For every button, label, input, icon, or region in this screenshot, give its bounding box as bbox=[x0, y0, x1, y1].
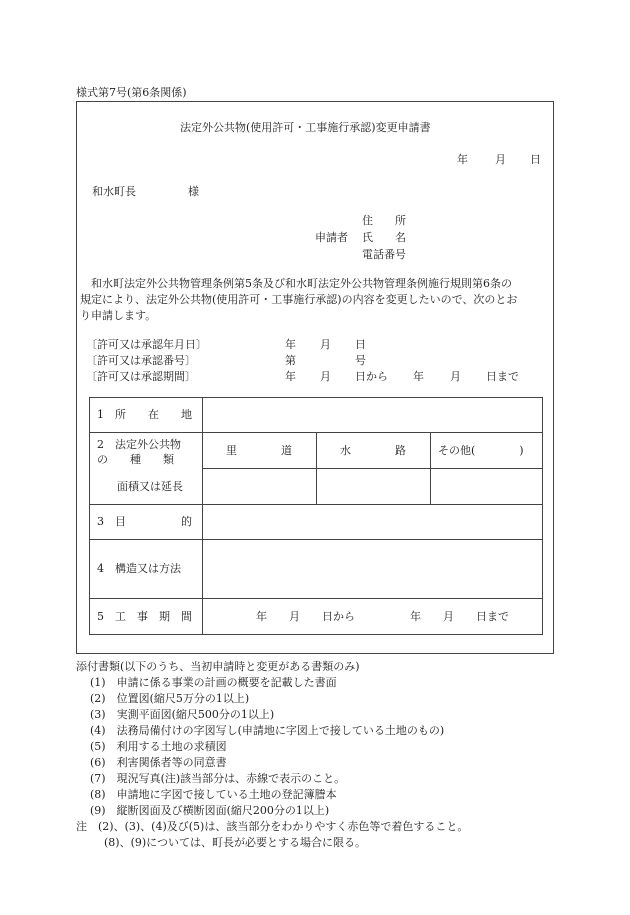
note-line-1: 注 (2)、(3)、(4)及び(5)は、該当部分をわかりやすく赤色等で着色すること。 bbox=[76, 820, 469, 833]
body-text-line-3: り申請します。 bbox=[80, 309, 157, 322]
permit-number-label: 〔許可又は承認番号〕 bbox=[86, 354, 196, 367]
location-label: 1 所 在 地 bbox=[97, 408, 192, 421]
addressee-name: 和水町長 bbox=[92, 185, 136, 198]
type-label-line-2: の 種 類 bbox=[97, 453, 174, 466]
permit-number-prefix: 第 bbox=[285, 354, 296, 367]
table-divider bbox=[90, 504, 542, 505]
date-month: 月 bbox=[495, 153, 506, 166]
attachment-item: (6) 利害関係者等の同意書 bbox=[90, 756, 227, 769]
work-period-label: 5 工 事 期 間 bbox=[97, 610, 192, 623]
permit-period-year2: 年 bbox=[413, 370, 424, 383]
attachment-item: (3) 実測平面図(縮尺500分の1以上) bbox=[90, 708, 275, 721]
type-water: 水 路 bbox=[340, 444, 406, 457]
type-other: その他( ) bbox=[438, 444, 524, 457]
permit-date-label: 〔許可又は承認年月日〕 bbox=[86, 338, 207, 351]
applicant-label: 申請者 bbox=[315, 231, 348, 244]
area-label: 面積又は延長 bbox=[117, 480, 183, 493]
applicant-address-label: 住 所 bbox=[362, 214, 406, 227]
attachment-item: (4) 法務局備付けの字図写し(申請地に字図上で接している土地のもの) bbox=[90, 724, 445, 737]
applicant-phone-label: 電話番号 bbox=[362, 248, 406, 261]
type-road: 里 道 bbox=[226, 444, 292, 457]
table-divider bbox=[316, 432, 317, 504]
attachment-item: (7) 現況写真(注)該当部分は、赤線で表示のこと。 bbox=[90, 772, 346, 785]
permit-date-day: 日 bbox=[355, 338, 366, 351]
permit-period-day1: 日から bbox=[355, 370, 388, 383]
structure-label: 4 構造又は方法 bbox=[97, 562, 181, 575]
type-label-line-1: 2 法定外公共物 bbox=[97, 438, 181, 451]
permit-period-month1: 月 bbox=[320, 370, 331, 383]
date-year: 年 bbox=[457, 153, 468, 166]
permit-period-month2: 月 bbox=[450, 370, 461, 383]
table-divider bbox=[90, 598, 542, 599]
table-divider bbox=[202, 468, 542, 469]
work-period-value: 年 月 日から 年 月 日まで bbox=[256, 610, 509, 623]
attachment-item: (8) 申請地に字図で接している土地の登記簿謄本 bbox=[90, 788, 337, 801]
purpose-label: 3 目 的 bbox=[97, 515, 192, 528]
details-table bbox=[89, 397, 543, 635]
permit-date-year: 年 bbox=[285, 338, 296, 351]
form-title: 法定外公共物(使用許可・工事施行承認)変更申請書 bbox=[180, 121, 431, 134]
permit-period-year1: 年 bbox=[285, 370, 296, 383]
attachment-item: (2) 位置図(縮尺5万分の1以上) bbox=[90, 692, 250, 705]
note-line-2: (8)、(9)については、町長が必要とする場合に限る。 bbox=[104, 836, 366, 849]
attachment-item: (5) 利用する土地の求積図 bbox=[90, 740, 227, 753]
body-text-line-1: 和水町法定外公共物管理条例第5条及び和水町法定外公共物管理条例施行規則第6条の bbox=[80, 277, 512, 290]
form-number: 様式第7号(第6条関係) bbox=[76, 86, 187, 99]
table-divider bbox=[430, 432, 431, 504]
attachment-item: (1) 申請に係る事業の計画の概要を記載した書面 bbox=[90, 676, 337, 689]
attachment-item: (9) 縦断図面及び横断図面(縮尺200分の1以上) bbox=[90, 804, 330, 817]
body-text-line-2: 規定により、法定外公共物(使用許可・工事施行承認)の内容を変更したいので、次のとお bbox=[80, 293, 518, 306]
date-day: 日 bbox=[530, 153, 541, 166]
permit-number-suffix: 号 bbox=[355, 354, 366, 367]
attachments-heading: 添付書類(以下のうち、当初申請時と変更がある書類のみ) bbox=[76, 660, 360, 673]
table-divider bbox=[90, 539, 542, 540]
applicant-name-label: 氏 名 bbox=[362, 231, 406, 244]
permit-period-label: 〔許可又は承認期間〕 bbox=[86, 370, 196, 383]
permit-period-day2: 日まで bbox=[486, 370, 519, 383]
addressee-honorific: 様 bbox=[188, 185, 199, 198]
permit-date-month: 月 bbox=[320, 338, 331, 351]
